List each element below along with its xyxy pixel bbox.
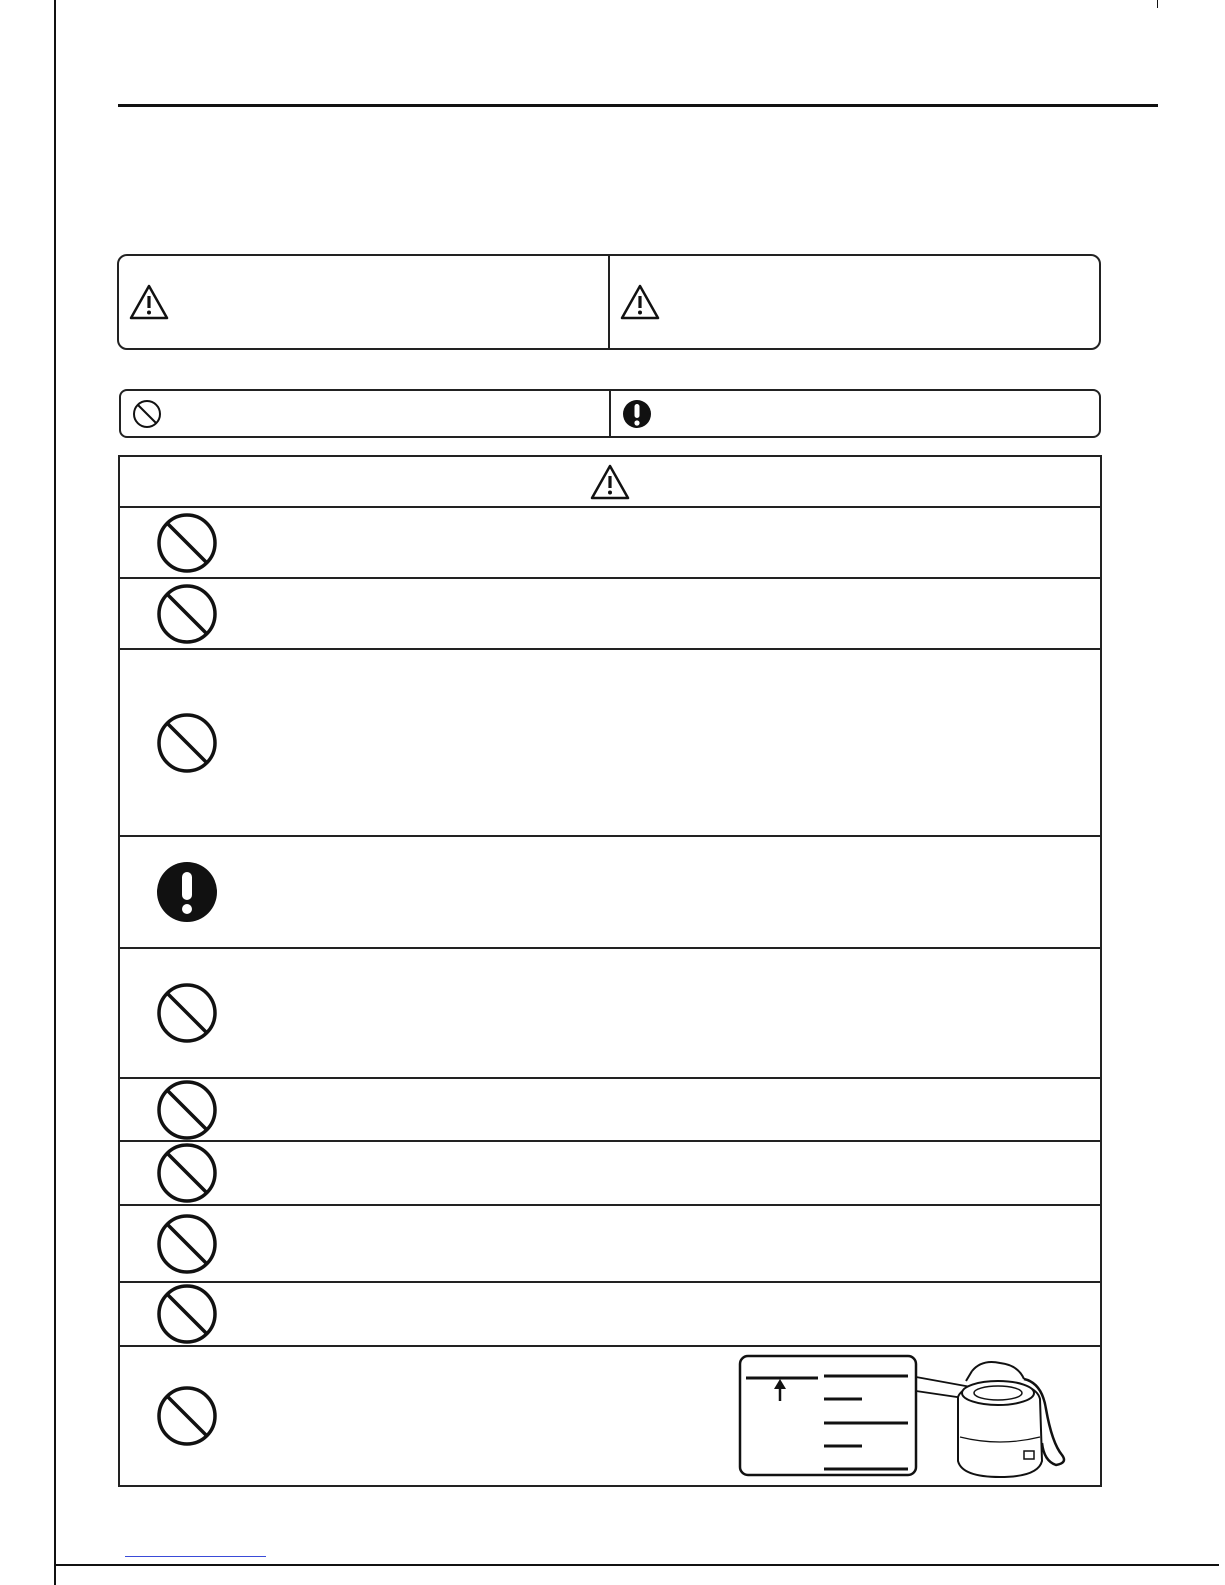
prohibition-icon	[155, 1384, 219, 1448]
row-icon-slot	[155, 711, 219, 775]
symbol-key-panel	[119, 389, 1101, 438]
warning-triangle-icon	[590, 464, 630, 500]
footer-link-underline[interactable]	[125, 1556, 266, 1557]
top-right-tick	[1157, 0, 1158, 8]
table-row	[120, 650, 1100, 837]
warning-legend-right	[608, 256, 1099, 348]
prohibition-icon	[155, 1282, 219, 1346]
row-icon-slot	[155, 1078, 219, 1142]
row-icon-slot	[155, 1282, 219, 1346]
table-header-row	[120, 457, 1100, 508]
prohibition-icon	[155, 1212, 219, 1276]
left-margin-rule	[54, 0, 56, 1585]
table-row	[120, 579, 1100, 650]
warning-legend-panel	[117, 254, 1101, 350]
prohibition-icon	[155, 1078, 219, 1142]
table-row	[120, 1206, 1100, 1283]
table-header-icon-slot	[590, 464, 630, 500]
prohibition-icon	[155, 711, 219, 775]
prohibition-icon	[155, 511, 219, 575]
warning-legend-left	[119, 256, 608, 348]
row-icon-slot	[155, 511, 219, 575]
row-icon-slot	[155, 582, 219, 646]
table-row	[120, 508, 1100, 579]
prohibition-icon	[131, 398, 163, 430]
table-row	[120, 1142, 1100, 1206]
table-row	[120, 1079, 1100, 1142]
table-row	[120, 1283, 1100, 1347]
table-row	[120, 1347, 1100, 1485]
symbol-key-mandatory	[609, 391, 1099, 436]
table-row	[120, 837, 1100, 949]
row-icon-slot	[155, 981, 219, 1045]
warnings-table	[118, 455, 1102, 1487]
header-rule	[118, 104, 1158, 107]
row-icon-slot	[155, 1141, 219, 1205]
table-row	[120, 949, 1100, 1079]
mandatory-action-icon	[155, 860, 219, 924]
kettle-water-level-illustration	[738, 1353, 1078, 1479]
row-icon-slot	[155, 1384, 219, 1448]
warning-triangle-icon	[129, 284, 169, 320]
symbol-key-prohibition	[121, 391, 609, 436]
row-icon-slot	[155, 1212, 219, 1276]
row-icon-slot	[155, 860, 219, 924]
warning-triangle-icon	[620, 284, 660, 320]
prohibition-icon	[155, 582, 219, 646]
prohibition-icon	[155, 981, 219, 1045]
prohibition-icon	[155, 1141, 219, 1205]
mandatory-action-icon	[621, 398, 653, 430]
footer-rule	[54, 1564, 1219, 1566]
